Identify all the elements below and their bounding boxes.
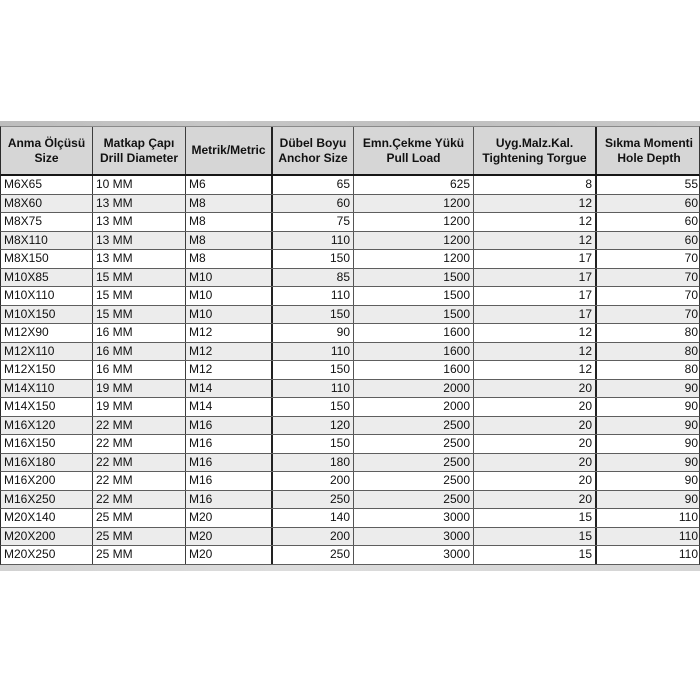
table-row	[0, 343, 700, 362]
table-row	[0, 454, 700, 473]
table-cell: M10	[186, 269, 273, 287]
table-cell: M16X180	[1, 454, 93, 472]
header-metric	[186, 127, 273, 174]
table-cell: M14X150	[1, 398, 93, 416]
table-row	[0, 306, 700, 325]
table-cell: 2500	[354, 435, 474, 453]
table-bottom-edge	[0, 565, 700, 571]
table-cell: M8X60	[1, 195, 93, 213]
table-cell: 250	[273, 546, 354, 564]
table-cell: 13 MM	[93, 213, 186, 231]
table-cell: 1600	[354, 324, 474, 342]
table-cell: M8	[186, 250, 273, 268]
table-cell: 110	[273, 343, 354, 361]
table-cell: M10X150	[1, 306, 93, 324]
table-cell: 1200	[354, 195, 474, 213]
table-cell: 20	[474, 454, 597, 472]
table-cell: 15	[474, 546, 597, 564]
table-cell: M20X200	[1, 528, 93, 546]
table-cell: 70	[684, 269, 698, 284]
table-cell: 17	[474, 306, 597, 324]
header-pull-line2: Pull Load	[386, 150, 441, 165]
table-cell: 17	[474, 250, 597, 268]
table-row	[0, 176, 700, 195]
table-cell: 60	[684, 195, 698, 210]
table-cell: M16	[186, 454, 273, 472]
table-cell: 90	[684, 417, 698, 432]
table-cell: 60	[684, 214, 698, 228]
table-cell: M10	[186, 287, 273, 305]
table-cell: 1200	[354, 232, 474, 250]
table-row	[0, 491, 700, 510]
table-cell: 2500	[354, 454, 474, 472]
table-row	[0, 324, 700, 343]
table-cell: M20	[186, 528, 273, 546]
table-cell: 150	[273, 398, 354, 416]
table-body	[0, 176, 700, 565]
table-cell: M10X110	[1, 287, 93, 305]
table-cell: M20X140	[1, 509, 93, 527]
table-cell: M10	[186, 306, 273, 324]
table-cell: M16X250	[1, 491, 93, 509]
table-cell: 2500	[354, 472, 474, 490]
table-row	[0, 417, 700, 436]
table-cell: 150	[273, 306, 354, 324]
table-cell: M12X150	[1, 361, 93, 379]
table-row	[0, 250, 700, 269]
table-cell: 3000	[354, 509, 474, 527]
table-cell: 2000	[354, 380, 474, 398]
table-cell: 16 MM	[93, 324, 186, 342]
table-cell: 85	[273, 269, 354, 287]
table-cell: 1200	[354, 250, 474, 268]
table-cell: M16	[186, 491, 273, 509]
table-cell: 2500	[354, 491, 474, 509]
table-cell: 180	[273, 454, 354, 472]
header-drill-line1: Matkap Çapı	[103, 135, 175, 150]
header-size-line2: Size	[34, 150, 59, 165]
header-depth-line2: Hole Depth	[617, 150, 681, 165]
header-pull-line1: Emn.Çekme Yükü	[362, 135, 465, 150]
table-cell: 80	[684, 362, 698, 376]
table-cell: 22 MM	[93, 435, 186, 453]
table-cell: M8	[186, 232, 273, 250]
table-cell: 80	[684, 325, 698, 339]
table-row	[0, 287, 700, 306]
table-cell: 90	[684, 454, 698, 469]
table-cell: 90	[684, 491, 698, 506]
table-cell: 17	[474, 269, 597, 287]
table-cell: 150	[273, 435, 354, 453]
header-size-line1: Anma Ölçüsü	[7, 135, 86, 150]
table-cell: 20	[474, 417, 597, 435]
table-cell: M6	[186, 176, 273, 194]
table-cell: M16	[186, 417, 273, 435]
table-cell: M16X120	[1, 417, 93, 435]
header-drill-line2: Drill Diameter	[99, 150, 179, 165]
header-depth-line1: Sıkma Momenti	[604, 135, 694, 150]
table-cell: 20	[474, 398, 597, 416]
table-cell: 15	[474, 509, 597, 527]
table-cell: 20	[474, 472, 597, 490]
table-cell: 22 MM	[93, 491, 186, 509]
table-cell: 1500	[354, 287, 474, 305]
table-cell: M12	[186, 343, 273, 361]
table-header-row	[0, 126, 700, 176]
table-cell: 1500	[354, 269, 474, 287]
table-cell: 110	[678, 528, 698, 543]
table-cell: 55	[684, 177, 698, 191]
table-cell: M12X110	[1, 343, 93, 361]
table-cell: 1600	[354, 361, 474, 379]
header-anchor-line2: Anchor Size	[278, 150, 348, 165]
table-cell: M16	[186, 435, 273, 453]
table-cell: 2500	[354, 417, 474, 435]
table-cell: M10X85	[1, 269, 93, 287]
header-anchor-size	[273, 127, 354, 174]
table-cell: 12	[474, 361, 597, 379]
table-cell: 20	[474, 491, 597, 509]
table-cell: 200	[273, 528, 354, 546]
table-cell: 1200	[354, 213, 474, 231]
table-cell: 12	[474, 324, 597, 342]
table-cell: M16X200	[1, 472, 93, 490]
table-cell: 110	[273, 232, 354, 250]
table-cell: M14	[186, 380, 273, 398]
table-row	[0, 213, 700, 232]
table-row	[0, 195, 700, 214]
header-hole-depth	[597, 127, 700, 174]
table-cell: 22 MM	[93, 472, 186, 490]
table-cell: 15 MM	[93, 269, 186, 287]
table-cell: 110	[273, 380, 354, 398]
table-cell: M12	[186, 324, 273, 342]
table-cell: 110	[678, 547, 698, 561]
table-cell: 16 MM	[93, 361, 186, 379]
table-cell: 15	[474, 528, 597, 546]
header-anchor-line1: Dübel Boyu	[279, 135, 347, 150]
table-cell: 70	[684, 288, 698, 302]
header-size	[1, 127, 93, 174]
table-cell: 25 MM	[93, 509, 186, 527]
table-cell: 90	[684, 380, 698, 395]
table-cell: 15 MM	[93, 287, 186, 305]
table-cell: 12	[474, 213, 597, 231]
table-cell: 22 MM	[93, 417, 186, 435]
table-cell: 8	[474, 176, 597, 194]
spec-table	[0, 121, 700, 571]
table-row	[0, 546, 700, 565]
table-cell: 90	[273, 324, 354, 342]
table-cell: 13 MM	[93, 250, 186, 268]
table-cell: 2000	[354, 398, 474, 416]
table-cell: M12X90	[1, 324, 93, 342]
table-cell: 22 MM	[93, 454, 186, 472]
table-cell: 19 MM	[93, 398, 186, 416]
table-cell: 10 MM	[93, 176, 186, 194]
table-cell: 1500	[354, 306, 474, 324]
table-cell: M14X110	[1, 380, 93, 398]
table-cell: M14	[186, 398, 273, 416]
table-cell: M8X75	[1, 213, 93, 231]
table-cell: 12	[474, 343, 597, 361]
table-row	[0, 398, 700, 417]
header-torque-line2: Tightening Torgue	[482, 150, 587, 165]
table-cell: 80	[684, 343, 698, 358]
table-cell: 15 MM	[93, 306, 186, 324]
table-cell: 25 MM	[93, 528, 186, 546]
table-row	[0, 361, 700, 380]
header-drill-diameter	[93, 127, 186, 174]
table-cell: 1600	[354, 343, 474, 361]
table-cell: 60	[273, 195, 354, 213]
table-cell: M20	[186, 509, 273, 527]
table-cell: M6X65	[1, 176, 93, 194]
table-cell: 150	[273, 361, 354, 379]
table-cell: 65	[273, 176, 354, 194]
table-cell: 150	[273, 250, 354, 268]
table-cell: 110	[273, 287, 354, 305]
header-tightening-torque	[474, 127, 597, 174]
table-cell: 3000	[354, 546, 474, 564]
table-cell: 140	[273, 509, 354, 527]
table-cell: 60	[684, 232, 698, 247]
table-row	[0, 380, 700, 399]
table-cell: 120	[273, 417, 354, 435]
table-cell: 25 MM	[93, 546, 186, 564]
table-cell: 200	[273, 472, 354, 490]
table-row	[0, 472, 700, 491]
table-cell: 625	[354, 176, 474, 194]
table-cell: M20X250	[1, 546, 93, 564]
table-cell: M16X150	[1, 435, 93, 453]
table-cell: 13 MM	[93, 195, 186, 213]
header-metric-line1: Metrik/Metric	[191, 143, 266, 157]
table-cell: 75	[273, 213, 354, 231]
table-cell: M8X150	[1, 250, 93, 268]
table-row	[0, 528, 700, 547]
table-cell: 16 MM	[93, 343, 186, 361]
table-cell: 70	[684, 251, 698, 265]
table-cell: 90	[684, 436, 698, 450]
table-cell: 70	[684, 306, 698, 321]
table-cell: 90	[684, 473, 698, 487]
table-cell: 250	[273, 491, 354, 509]
table-cell: 110	[678, 510, 698, 524]
table-cell: 12	[474, 232, 597, 250]
table-cell: 3000	[354, 528, 474, 546]
table-cell: M8X110	[1, 232, 93, 250]
table-cell: 17	[474, 287, 597, 305]
table-row	[0, 269, 700, 288]
table-cell: M8	[186, 195, 273, 213]
table-row	[0, 232, 700, 251]
header-torque-line1: Uyg.Malz.Kal.	[495, 135, 574, 150]
table-cell: M12	[186, 361, 273, 379]
table-cell: M16	[186, 472, 273, 490]
table-row	[0, 435, 700, 454]
table-cell: 20	[474, 380, 597, 398]
table-cell: 19 MM	[93, 380, 186, 398]
table-cell: 13 MM	[93, 232, 186, 250]
table-cell: 12	[474, 195, 597, 213]
table-row	[0, 509, 700, 528]
table-cell: M20	[186, 546, 273, 564]
table-cell: 20	[474, 435, 597, 453]
table-cell: M8	[186, 213, 273, 231]
table-cell: 90	[684, 399, 698, 413]
header-pull-load	[354, 127, 474, 174]
